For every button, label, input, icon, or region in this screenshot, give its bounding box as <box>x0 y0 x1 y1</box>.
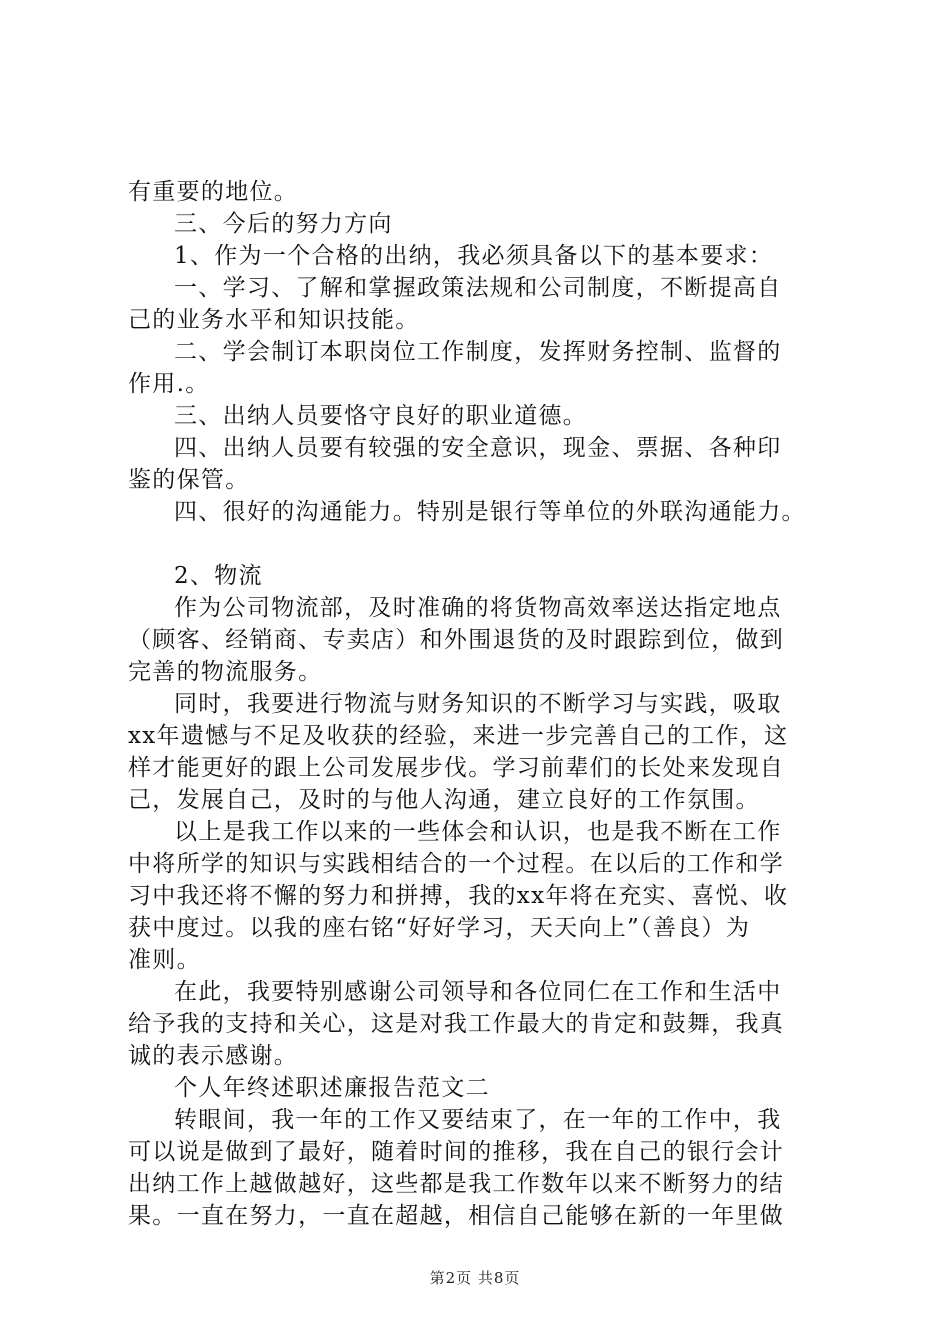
section-heading: 三、今后的努力方向 <box>174 211 393 237</box>
text-line: 有重要的地位。 <box>128 179 299 205</box>
text-line: 给予我的支持和关心，这是对我工作最大的肯定和鼓舞，我真 <box>128 1011 785 1037</box>
text-line: 以上是我工作以来的一些体会和认识，也是我不断在工作 <box>174 819 782 845</box>
blank-line <box>128 528 832 560</box>
text-line: xx年遗憾与不足及收获的经验，来进一步完善自己的工作，这 <box>128 723 789 749</box>
text-line: 完善的物流服务。 <box>128 659 323 685</box>
text-line: 鉴的保管。 <box>128 467 250 493</box>
text-line: 四、很好的沟通能力。特别是银行等单位的外联沟通能力。 <box>174 499 806 525</box>
document-body <box>128 176 832 1232</box>
page-number-footer: 第2页 共8页 <box>429 1269 521 1287</box>
text-line: 中将所学的知识与实践相结合的一个过程。在以后的工作和学 <box>128 851 785 877</box>
text-line: 获中度过。以我的座右铭“好好学习，天天向上”（善良）为 <box>128 915 751 941</box>
text-line: 准则。 <box>128 947 201 973</box>
text-line: 出纳工作上越做越好，这些都是我工作数年以来不断努力的结 <box>128 1171 785 1197</box>
text-line: 己，发展自己，及时的与他人沟通，建立良好的工作氛围。 <box>128 787 760 813</box>
text-line: 同时，我要进行物流与财务知识的不断学习与实践，吸取 <box>174 691 782 717</box>
article-title: 个人年终述职述廉报告范文二 <box>174 1075 490 1101</box>
text-line: 四、出纳人员要有较强的安全意识，现金、票据、各种印 <box>174 435 782 461</box>
text-line: 样才能更好的跟上公司发展步伐。学习前辈们的长处来发现自 <box>128 755 785 781</box>
text-line: 在此，我要特别感谢公司领导和各位同仁在工作和生活中 <box>174 979 782 1005</box>
text-line: 作用.。 <box>128 371 210 397</box>
text-line: 转眼间，我一年的工作又要结束了，在一年的工作中，我 <box>174 1107 782 1133</box>
text-line: 二、学会制订本职岗位工作制度，发挥财务控制、监督的 <box>174 339 782 365</box>
text-line: 一、学习、了解和掌握政策法规和公司制度，不断提高自 <box>174 275 782 301</box>
text-line: 作为公司物流部，及时准确的将货物高效率送达指定地点 <box>174 595 782 621</box>
text-line: 果。一直在努力，一直在超越，相信自己能够在新的一年里做 <box>128 1203 785 1229</box>
text-line: 三、出纳人员要恪守良好的职业道德。 <box>174 403 588 429</box>
text-line: （顾客、经销商、专卖店）和外围退货的及时跟踪到位，做到 <box>128 627 785 653</box>
subsection-heading: 2、物流 <box>174 563 263 589</box>
text-line: 诚的表示感谢。 <box>128 1043 299 1069</box>
subsection-heading: 1、作为一个合格的出纳，我必须具备以下的基本要求： <box>174 243 774 269</box>
text-line: 习中我还将不懈的努力和拼搏，我的xx年将在充实、喜悦、收 <box>128 883 789 909</box>
text-line: 己的业务水平和知识技能。 <box>128 307 420 333</box>
text-line: 可以说是做到了最好，随着时间的推移，我在自己的银行会计 <box>128 1139 785 1165</box>
